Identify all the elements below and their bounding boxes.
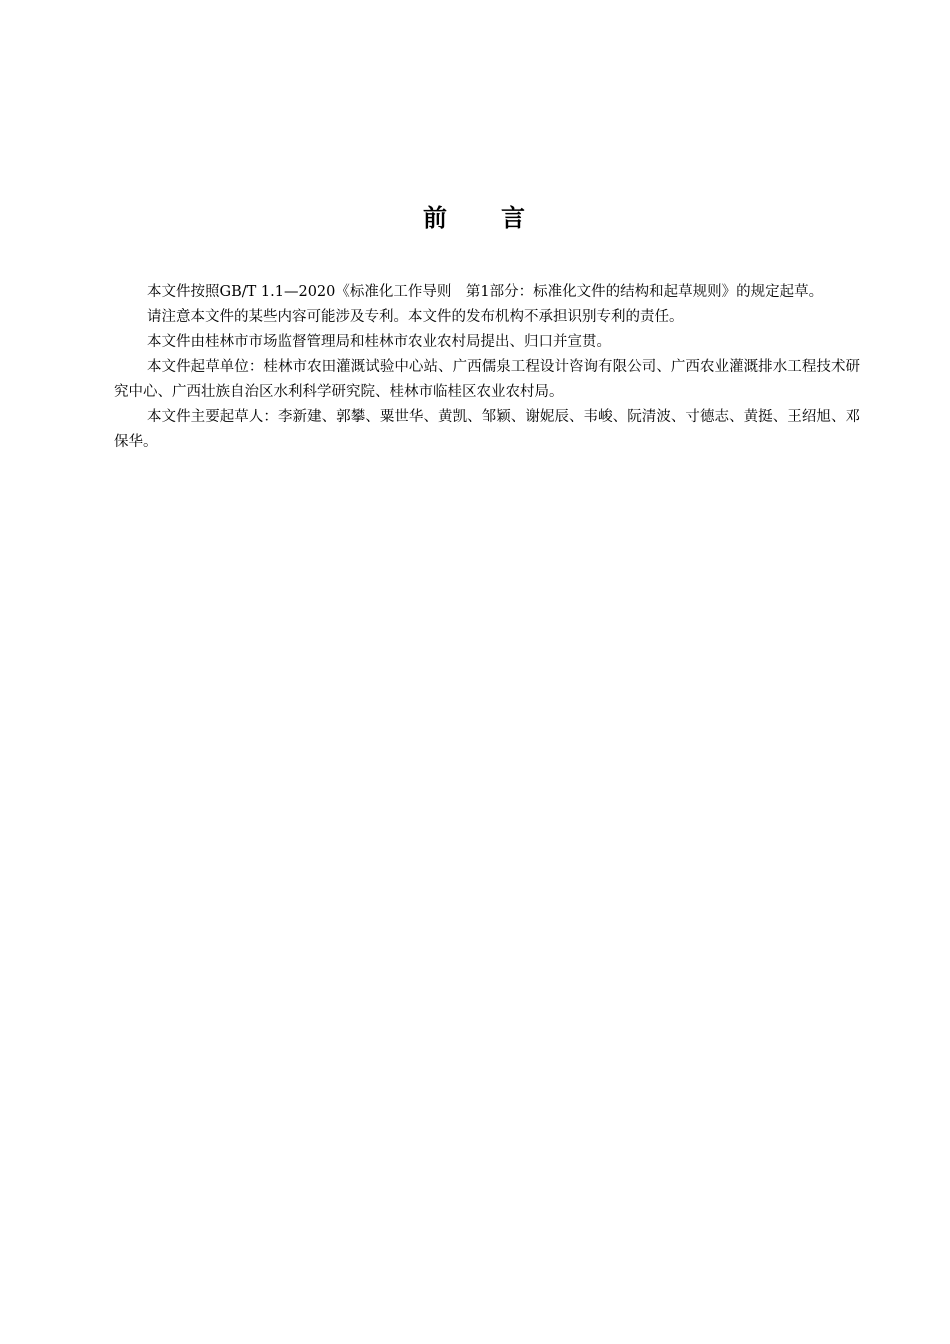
paragraph-proposer: 本文件由桂林市市场监督管理局和桂林市农业农村局提出、归口并宣贯。 [147,334,611,350]
paragraph-drafting-rules: 本文件按照GB/T 1.1—2020《标准化工作导则 第1部分：标准化文件的结构和起草规则》的规定起草。 [147,284,824,300]
foreword-body [114,280,860,455]
paragraph-patent-notice: 请注意本文件的某些内容可能涉及专利。本文件的发布机构不承担识别专利的责任。 [147,309,684,325]
title-char-2: 言 [501,204,527,232]
paragraph-drafters: 本文件主要起草人：李新建、郭攀、粟世华、黄凯、邹颖、谢妮辰、韦峻、阮清波、寸德志、黄挺、王绍旭、邓保华。 [114,409,860,450]
paragraph-drafting-units: 本文件起草单位：桂林市农田灌溉试验中心站、广西儒泉工程设计咨询有限公司、广西农业灌溉排水工程技术研究中心、广西壮族自治区水利科学研究院、桂林市临桂区农业农村局。 [114,359,860,400]
foreword-title [0,200,950,236]
title-char-1: 前 [423,204,449,232]
